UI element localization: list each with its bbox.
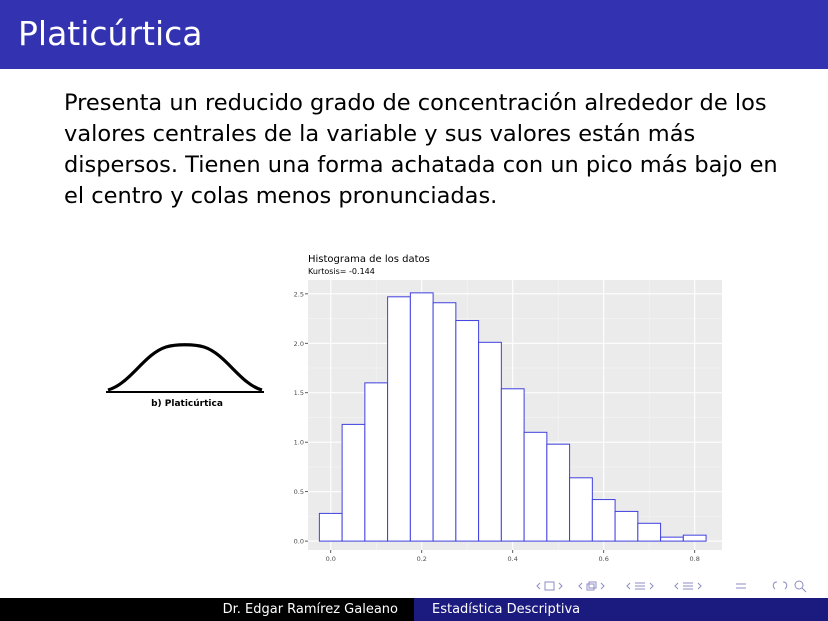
- histogram-bar: [638, 523, 661, 541]
- y-tick-label: 1.0: [293, 438, 304, 447]
- histogram-bar: [479, 342, 502, 541]
- histogram-bar: [501, 389, 524, 541]
- histogram-bar: [592, 500, 615, 542]
- histogram-bar: [342, 424, 365, 541]
- slide-title: Platicúrtica: [18, 14, 203, 53]
- y-tick-label: 2.0: [293, 339, 304, 348]
- platykurtic-curve-figure: [104, 332, 266, 414]
- histogram-chart: [284, 248, 730, 564]
- histogram-bar: [683, 535, 706, 541]
- y-tick-label: 0.5: [293, 488, 304, 497]
- nav-frame-icon[interactable]: [537, 582, 562, 590]
- y-tick-label: 0.0: [293, 537, 304, 546]
- x-tick-label: 0.2: [416, 555, 427, 563]
- histogram-bar: [524, 432, 547, 541]
- footer-author: Dr. Edgar Ramírez Galeano: [0, 598, 414, 621]
- x-tick-label: 0.0: [325, 555, 336, 563]
- nav-subsection-icon[interactable]: [579, 582, 604, 590]
- x-tick-label: 0.8: [689, 555, 700, 563]
- slide-body-text: Presenta un reducido grado de concentración alrededor de los valores centrales de la variable y sus valores están más dispersos. Tienen una forma achatada con un pico más bajo en el centro y colas menos pronunciadas.: [64, 90, 778, 209]
- footer: [0, 598, 828, 621]
- histogram-bar: [547, 444, 570, 541]
- y-tick-label: 2.5: [293, 290, 304, 299]
- platykurtic-curve: [108, 345, 262, 390]
- nav-search-icon[interactable]: [773, 581, 806, 592]
- x-tick-label: 0.4: [507, 555, 518, 563]
- title-bar: [0, 0, 828, 69]
- histogram-bar: [410, 293, 433, 541]
- y-tick-label: 1.5: [293, 389, 304, 398]
- histogram-bar: [388, 297, 411, 541]
- curve-caption: b) Platicúrtica: [151, 399, 223, 409]
- nav-document-icon[interactable]: [675, 583, 701, 589]
- histogram-bar: [433, 303, 456, 541]
- nav-back-forward-icon[interactable]: [736, 584, 746, 588]
- histogram-bar: [570, 478, 593, 541]
- x-tick-label: 0.6: [598, 555, 609, 563]
- chart-title: Histograma de los datos: [308, 254, 430, 265]
- histogram-bar: [365, 383, 388, 541]
- beamer-navigation-symbols: [536, 578, 826, 594]
- nav-section-icon[interactable]: [627, 583, 653, 589]
- histogram-bar: [615, 511, 638, 541]
- histogram-bar: [661, 537, 684, 541]
- footer-course: Estadística Descriptiva: [414, 598, 828, 621]
- histogram-bar: [456, 321, 479, 542]
- chart-subtitle: Kurtosis= -0.144: [308, 267, 375, 276]
- histogram-bar: [319, 513, 342, 541]
